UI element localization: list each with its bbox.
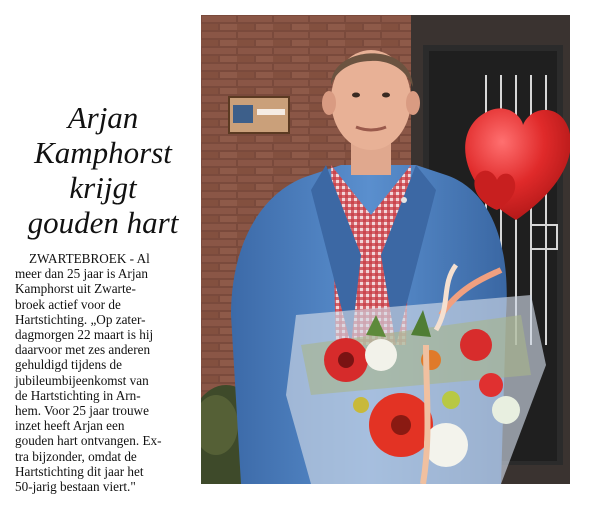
body-line: ZWARTEBROEK - Al	[29, 251, 150, 266]
body-line: daarvoor met zes anderen	[15, 342, 151, 358]
headline-line: Kamphorst	[34, 135, 172, 170]
body-line: gehuldigd tijdens de	[15, 357, 122, 373]
house-sign	[229, 97, 289, 133]
body-line: broek actief voor de	[15, 296, 121, 312]
photo-illustration	[201, 15, 570, 484]
body-line: inzet heeft Arjan een	[15, 418, 125, 434]
body-line: Hartstichting. „Op zater-	[15, 311, 146, 327]
article-photo	[201, 15, 570, 484]
body-line: hem. Voor 25 jaar trouwe	[15, 403, 149, 419]
body-line: gouden hart ontvangen. Ex-	[15, 433, 162, 449]
body-line: dagmorgen 22 maart is hij	[15, 327, 154, 343]
body-line: Hartstichting dit jaar het	[15, 463, 144, 479]
headline-line: Arjan	[67, 100, 139, 135]
body-line: tra bijzonder, omdat de	[15, 448, 137, 464]
body-line: meer dan 25 jaar is Arjan	[15, 266, 148, 282]
headline	[8, 100, 198, 240]
body-line: Kamphorst uit Zwarte-	[15, 281, 136, 297]
headline-line: gouden hart	[27, 205, 179, 240]
headline-line: krijgt	[69, 170, 137, 205]
body-line: de Hartstichting in Arn-	[15, 387, 141, 403]
article-body	[15, 251, 200, 494]
body-line: 50-jarig bestaan viert."	[15, 479, 136, 495]
body-line: jubileumbijeenkomst van	[15, 372, 149, 388]
